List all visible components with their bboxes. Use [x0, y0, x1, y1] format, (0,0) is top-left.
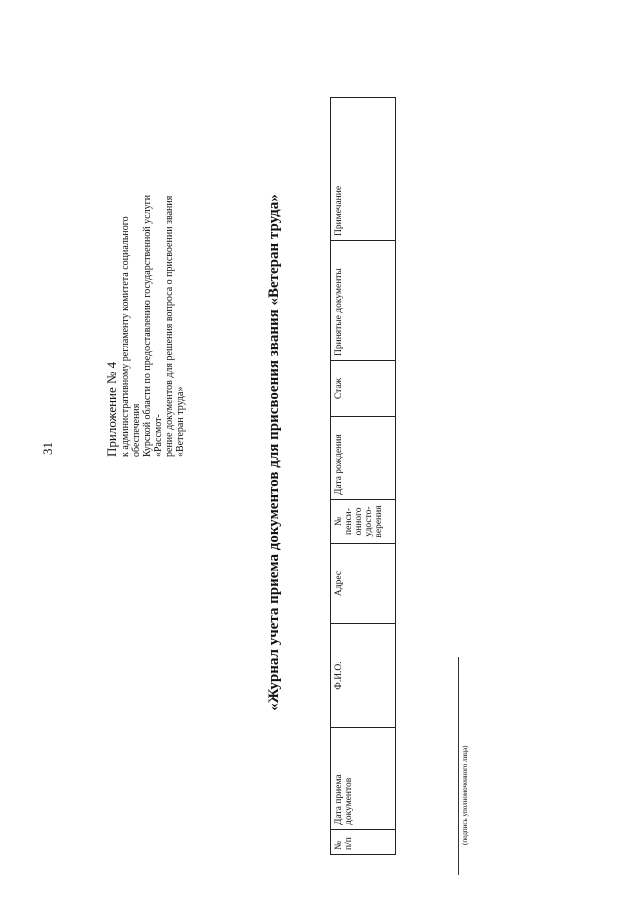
journal-title: «Журнал учета приема документов для присвоения звания «Ветеран труда»: [266, 194, 282, 711]
table-header-row: [331, 98, 396, 855]
column-header-seniority: Стаж: [331, 361, 396, 417]
column-header-note: Примечание: [331, 98, 396, 241]
column-header-address: Адрес: [331, 544, 396, 624]
column-header-pension-id: № пенси-онного удосто-верения: [331, 500, 396, 544]
column-header-full-name: Ф.И.О.: [331, 624, 396, 728]
journal-table: [330, 97, 396, 855]
signature-line: [458, 657, 459, 875]
page-number: 31: [40, 442, 55, 455]
appendix-line: рение документов для решения вопроса о присвоении звания: [164, 195, 175, 457]
signature-label: (подпись уполномоченного лица): [461, 745, 469, 845]
appendix-line: к административному регламенту комитета социального обеспечения: [120, 216, 142, 457]
column-header-date-received: Дата приема документов: [331, 728, 396, 830]
appendix-block: [104, 167, 186, 457]
appendix-heading: Приложение № 4: [104, 361, 119, 457]
appendix-line: Курской области по предоставлению государственной услуги «Рассмот-: [142, 194, 164, 457]
column-header-birth-date: Дата рождения: [331, 417, 396, 500]
column-header-accepted-documents: Принятые документы: [331, 241, 396, 361]
appendix-line: «Ветеран труда»: [175, 386, 186, 457]
column-header-number: № п/п: [331, 830, 396, 855]
